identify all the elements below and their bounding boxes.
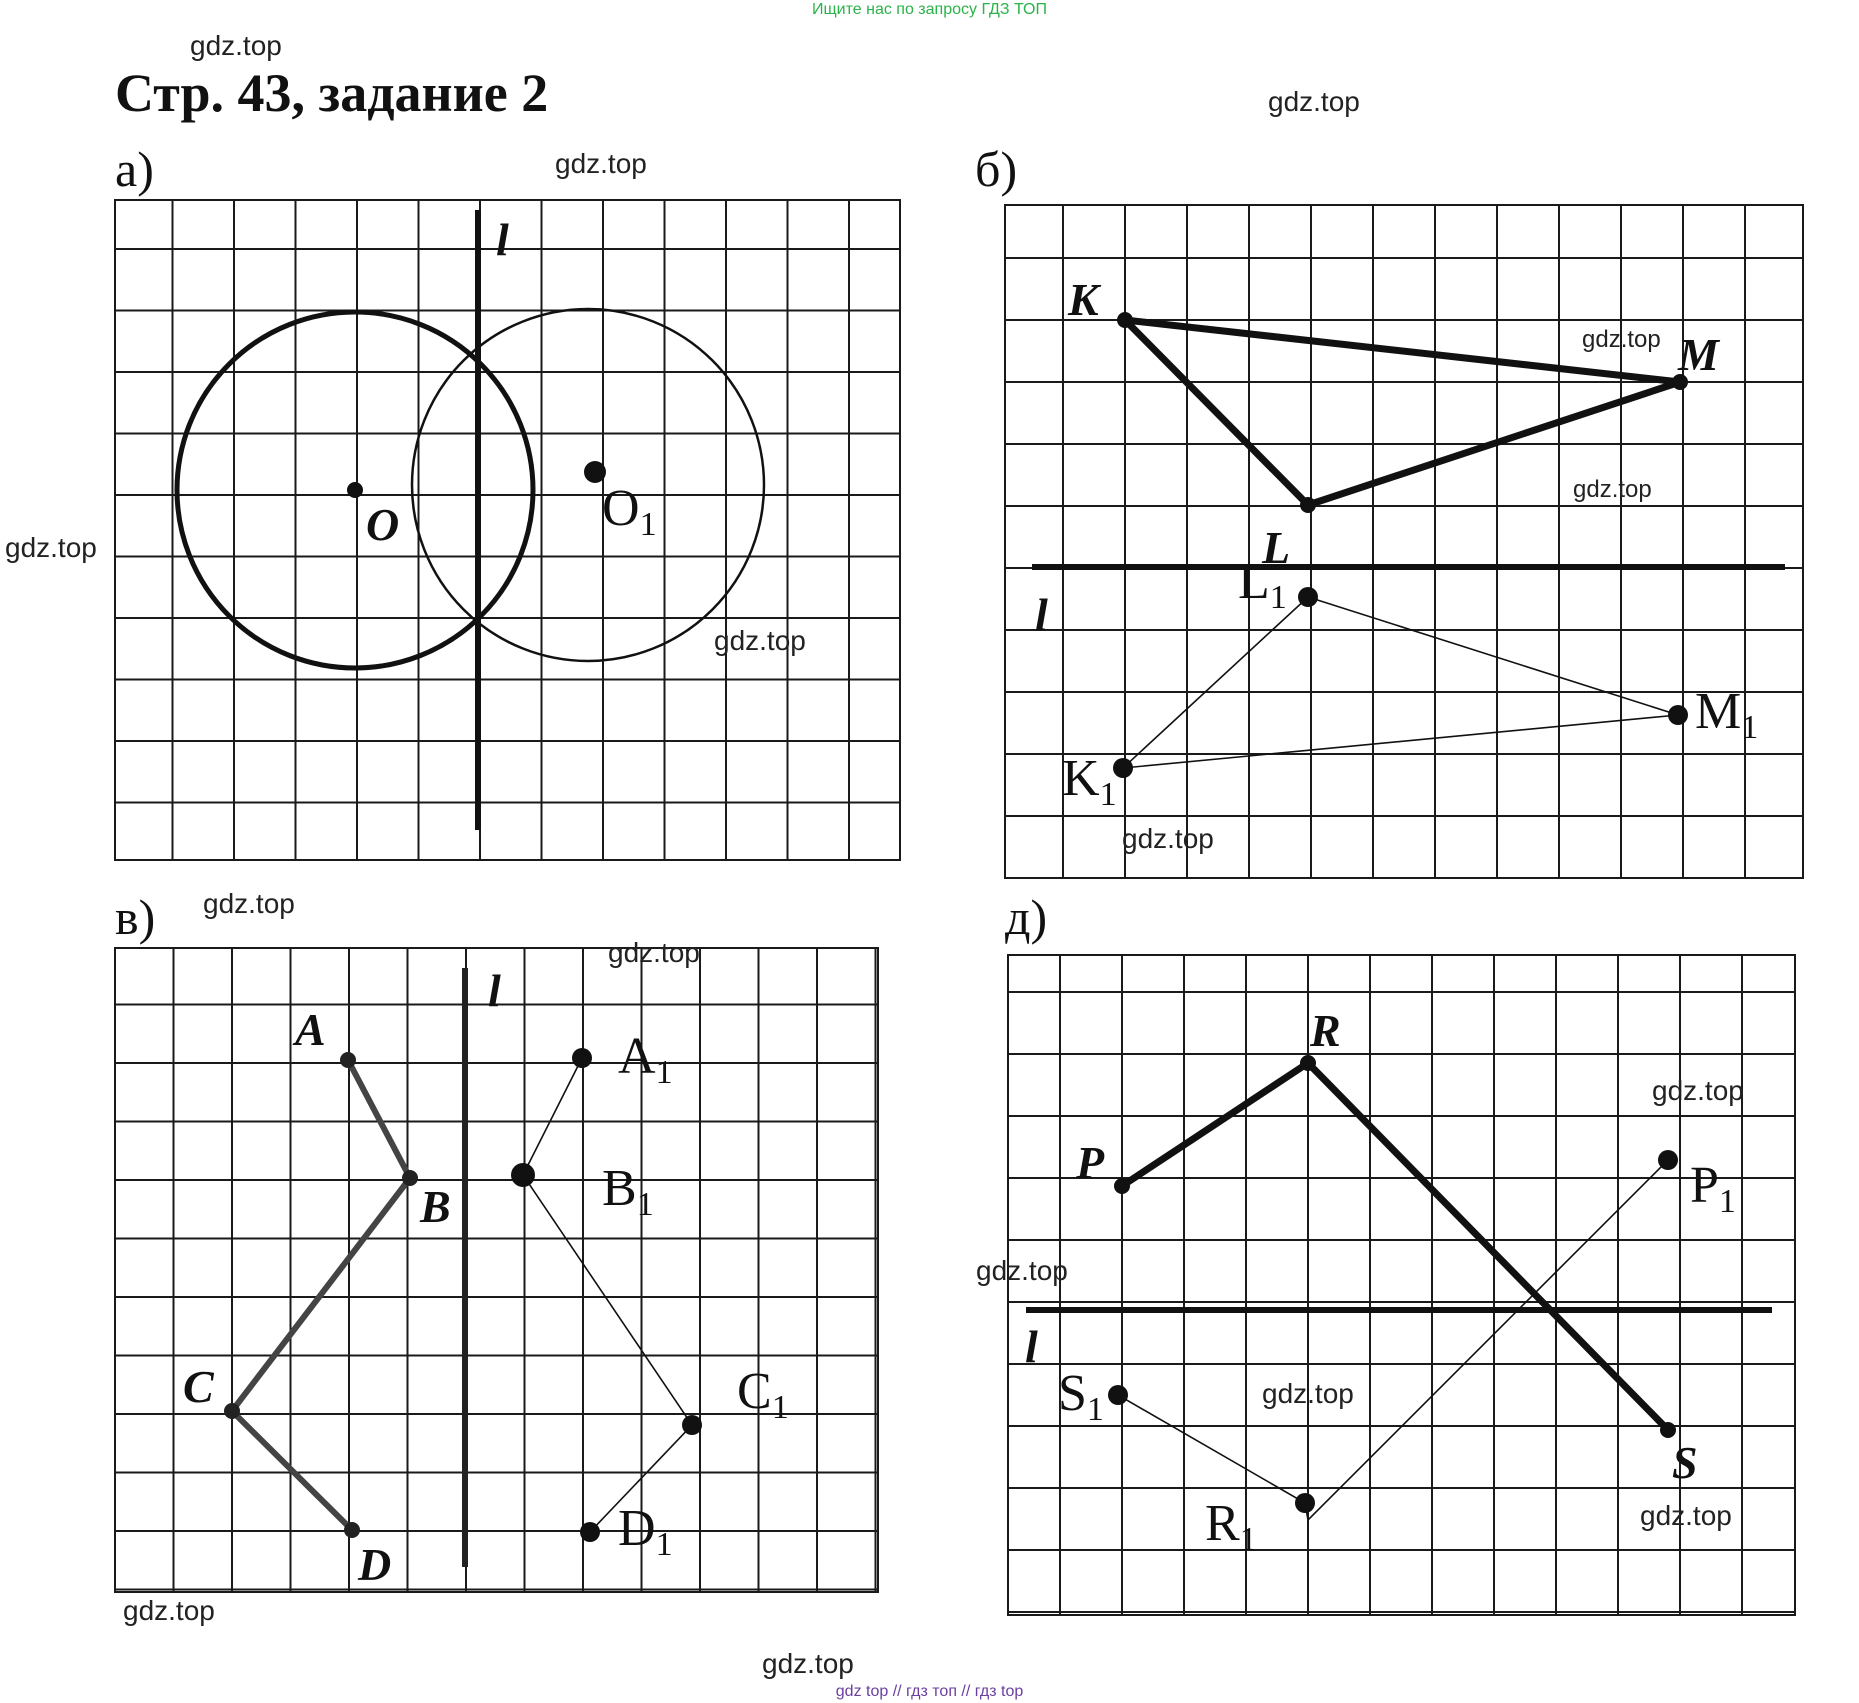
watermark[interactable]: gdz.top (1640, 1500, 1732, 1531)
watermark[interactable]: gdz.top (203, 888, 295, 919)
point-o (347, 482, 363, 498)
watermark[interactable]: gdz.top (762, 1648, 854, 1679)
point-r (1300, 1055, 1316, 1071)
watermark[interactable]: gdz.top (123, 1595, 215, 1626)
label-s1-sub: 1 (1086, 1391, 1104, 1428)
label-b1-letter: B (602, 1160, 637, 1217)
grid-v (115, 948, 878, 1592)
axis-label-v: l (488, 965, 501, 1016)
point-r1 (1295, 1493, 1315, 1513)
label-k1-letter: K (1062, 750, 1100, 807)
panel-v-label: в) (115, 889, 156, 945)
top-banner[interactable]: Ищите нас по запросу ГДЗ ТОП (812, 1, 1047, 18)
label-k1 (1062, 750, 1117, 813)
label-m1-sub: 1 (1741, 709, 1759, 746)
watermark[interactable]: gdz.top (1262, 1378, 1354, 1409)
watermark[interactable]: gdz.top (976, 1255, 1068, 1286)
panel-d-label: д) (1005, 889, 1048, 945)
label-o1-sub: 1 (639, 506, 657, 543)
label-l: L (1262, 522, 1291, 573)
panel-v (183, 965, 789, 1590)
label-r1 (1205, 1495, 1257, 1558)
label-k1-sub: 1 (1099, 776, 1117, 813)
watermark[interactable]: gdz.top (1652, 1075, 1744, 1106)
watermark[interactable]: gdz.top (1122, 823, 1214, 854)
label-l1-sub: 1 (1269, 579, 1287, 616)
point-b1 (511, 1163, 535, 1187)
label-l1-letter: L (1238, 553, 1270, 610)
label-s1-letter: S (1058, 1365, 1087, 1422)
label-p: P (1076, 1137, 1105, 1188)
label-c1-letter: C (737, 1363, 772, 1420)
panel-a (177, 210, 764, 830)
point-l1 (1298, 587, 1318, 607)
watermark[interactable]: gdz.top (1582, 326, 1661, 353)
grid-border (115, 948, 878, 1592)
circle-o1 (412, 309, 764, 661)
label-k: K (1068, 274, 1099, 325)
watermark[interactable]: gdz.top (555, 148, 647, 179)
polyline-p1r1s1 (1118, 1160, 1668, 1520)
triangle-k1l1m1 (1123, 597, 1678, 768)
point-d1 (580, 1522, 600, 1542)
point-b (402, 1170, 418, 1186)
label-o1-letter: O (602, 480, 640, 537)
label-b1 (602, 1160, 654, 1223)
label-b1-sub: 1 (636, 1186, 654, 1223)
label-d1 (618, 1500, 673, 1563)
label-c1 (737, 1363, 789, 1426)
label-m: M (1678, 329, 1719, 380)
point-c (224, 1403, 240, 1419)
grids (115, 200, 1803, 1615)
label-a1-letter: A (618, 1028, 656, 1085)
label-c1-sub: 1 (771, 1389, 789, 1426)
point-p1 (1658, 1150, 1678, 1170)
grid-border (115, 200, 900, 860)
polyline-prs (1122, 1063, 1668, 1430)
label-s1 (1058, 1365, 1104, 1428)
point-s (1660, 1422, 1676, 1438)
point-a (340, 1052, 356, 1068)
watermark[interactable]: gdz.top (714, 625, 806, 656)
watermark[interactable]: gdz.top (5, 532, 97, 563)
point-s1 (1108, 1385, 1128, 1405)
axis-label-a: l (496, 214, 509, 265)
label-p1-sub: 1 (1718, 1183, 1736, 1220)
page-title: Стр. 43, задание 2 (115, 63, 549, 123)
polyline-a1b1c1d1 (523, 1058, 692, 1532)
watermark[interactable]: gdz.top (190, 30, 282, 61)
point-l (1300, 497, 1316, 513)
point-a1 (572, 1048, 592, 1068)
footer-links[interactable]: gdz top // гдз топ // гдз top (835, 1683, 1024, 1700)
label-c: C (183, 1361, 214, 1412)
point-k (1117, 312, 1133, 328)
watermark[interactable]: gdz.top (1573, 476, 1652, 503)
point-c1 (682, 1415, 702, 1435)
label-d1-letter: D (618, 1500, 656, 1557)
watermark[interactable]: gdz.top (1268, 86, 1360, 117)
label-o: O (366, 499, 400, 550)
label-m1-letter: M (1695, 683, 1742, 740)
panel-b-label: б) (975, 141, 1018, 197)
point-d (344, 1522, 360, 1538)
label-r: R (1310, 1005, 1341, 1056)
axis-label-d: l (1025, 1321, 1038, 1372)
label-p1-letter: P (1690, 1157, 1719, 1214)
label-p1 (1690, 1157, 1736, 1220)
panel-b (1032, 274, 1785, 813)
label-r1-letter: R (1205, 1495, 1240, 1552)
point-k1 (1113, 758, 1133, 778)
grid-a (115, 200, 900, 860)
point-p (1114, 1178, 1130, 1194)
label-b: B (420, 1181, 451, 1232)
watermark[interactable]: gdz.top (608, 937, 700, 968)
polyline-abcd (232, 1060, 410, 1530)
label-o1 (602, 480, 657, 543)
label-d: D (358, 1539, 392, 1590)
label-a1 (618, 1028, 673, 1091)
label-a1-sub: 1 (655, 1054, 673, 1091)
label-r1-sub: 1 (1239, 1521, 1257, 1558)
axis-label-b: l (1035, 589, 1048, 640)
label-d1-sub: 1 (655, 1526, 673, 1563)
point-m1 (1668, 705, 1688, 725)
label-a: A (295, 1004, 326, 1055)
panel-a-label: а) (115, 141, 154, 197)
label-s: S (1672, 1437, 1698, 1488)
